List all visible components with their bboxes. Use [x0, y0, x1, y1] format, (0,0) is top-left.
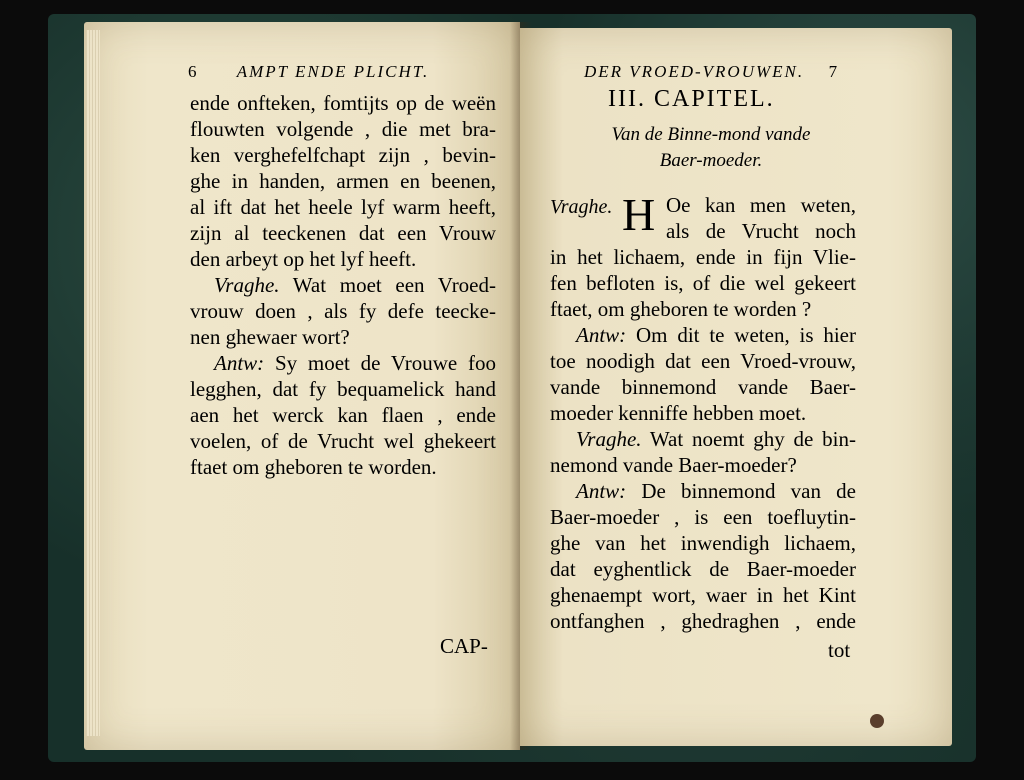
- right-body-text: [550, 244, 856, 634]
- answer2-text: De binnemond van de: [641, 479, 857, 503]
- answer2-line: [550, 478, 856, 504]
- answer2-line: ghenaempt wort, waer in het Kint: [550, 583, 856, 607]
- answer-line: legghen, dat fy bequamelick hand: [190, 377, 496, 401]
- answer-line: moeder kenniffe hebben moet.: [550, 401, 807, 425]
- right-catchword: tot: [828, 638, 851, 662]
- answer-line: toe noodigh dat een Vroed-vrouw,: [550, 349, 856, 373]
- question-line: [190, 272, 496, 298]
- answer-line: voelen, of de Vrucht wel ghekeert: [190, 429, 496, 453]
- right-first-lines: [666, 192, 856, 244]
- left-running-head-text: AMPT ENDE PLICHT.: [236, 62, 430, 81]
- answer-line: vande binnemond vande Baer-: [550, 375, 856, 399]
- answer-label: Antw:: [576, 323, 627, 347]
- question-text: Wat moet een Vroed-: [292, 273, 496, 297]
- drop-cap: H: [622, 189, 656, 240]
- question-line: fen befloten is, of die wel gekeert: [550, 271, 856, 295]
- answer-line: [550, 322, 856, 348]
- page-edges: [86, 30, 100, 736]
- answer2-label: Antw:: [576, 479, 627, 503]
- answer-line: ftaet om gheboren te worden.: [190, 455, 437, 479]
- foxing-spot: [870, 714, 884, 728]
- subtitle-line: Baer-moeder.: [659, 150, 763, 171]
- text-line: zijn al teeckenen dat een Vrouw: [190, 221, 496, 245]
- question-line: ftaet, om gheboren te worden ?: [550, 297, 812, 321]
- left-body-text: [190, 90, 496, 480]
- chapter-subtitle: [566, 122, 856, 174]
- question-line: in het lichaem, ende in fijn Vlie-: [550, 245, 856, 269]
- right-question-label: Vraghe.: [550, 196, 613, 218]
- left-running-head: [188, 62, 429, 82]
- answer2-line: Baer-moeder , is een toefluytin-: [550, 505, 856, 529]
- answer-text: Om dit te weten, is hier: [636, 323, 856, 347]
- question2-text: Wat noemt ghy de bin-: [649, 427, 856, 451]
- question2-line: nemond vande Baer-moeder?: [550, 453, 797, 477]
- answer2-line: ghe van het inwendigh lichaem,: [550, 531, 856, 555]
- text-line: Oe kan men weten,: [666, 193, 856, 217]
- subtitle-line: Van de Binne-mond vande: [611, 124, 811, 145]
- question-line: vrouw doen , als fy defe teecke-: [190, 299, 496, 323]
- right-running-head-text: DER VROED-VROUWEN.: [584, 62, 805, 81]
- answer-line: aen het werck kan flaen , ende: [190, 403, 496, 427]
- text-line: den arbeyt op het lyf heeft.: [190, 247, 417, 271]
- question2-label: Vraghe.: [576, 427, 642, 451]
- text-line: al ift dat het heele lyf warm heeft,: [190, 195, 496, 219]
- right-page-number: 7: [828, 62, 838, 81]
- question-label: Vraghe.: [214, 273, 280, 297]
- text-line: ende onfteken, fomtijts op de weën: [190, 91, 496, 115]
- left-catchword: CAP-: [440, 634, 488, 658]
- answer2-line: dat eyghentlick de Baer-moeder: [550, 557, 856, 581]
- left-page-number: 6: [188, 62, 197, 81]
- answer-label: Antw:: [214, 351, 265, 375]
- right-running-head: [584, 62, 837, 82]
- chapter-title: III. CAPITEL.: [608, 86, 775, 112]
- text-line: ken verghefelfchapt zijn , bevin-: [190, 143, 496, 167]
- text-line: flouwten volgende , die met bra-: [190, 117, 496, 141]
- question-line: nen ghewaer wort?: [190, 325, 350, 349]
- text-line: ghe in handen, armen en beenen,: [190, 169, 496, 193]
- text-line: als de Vrucht noch: [666, 219, 856, 243]
- answer-text: Sy moet de Vrouwe foo: [274, 351, 496, 375]
- answer-line: [190, 350, 496, 376]
- answer2-line: ontfanghen , ghedraghen , ende: [550, 609, 856, 633]
- question2-line: [550, 426, 856, 452]
